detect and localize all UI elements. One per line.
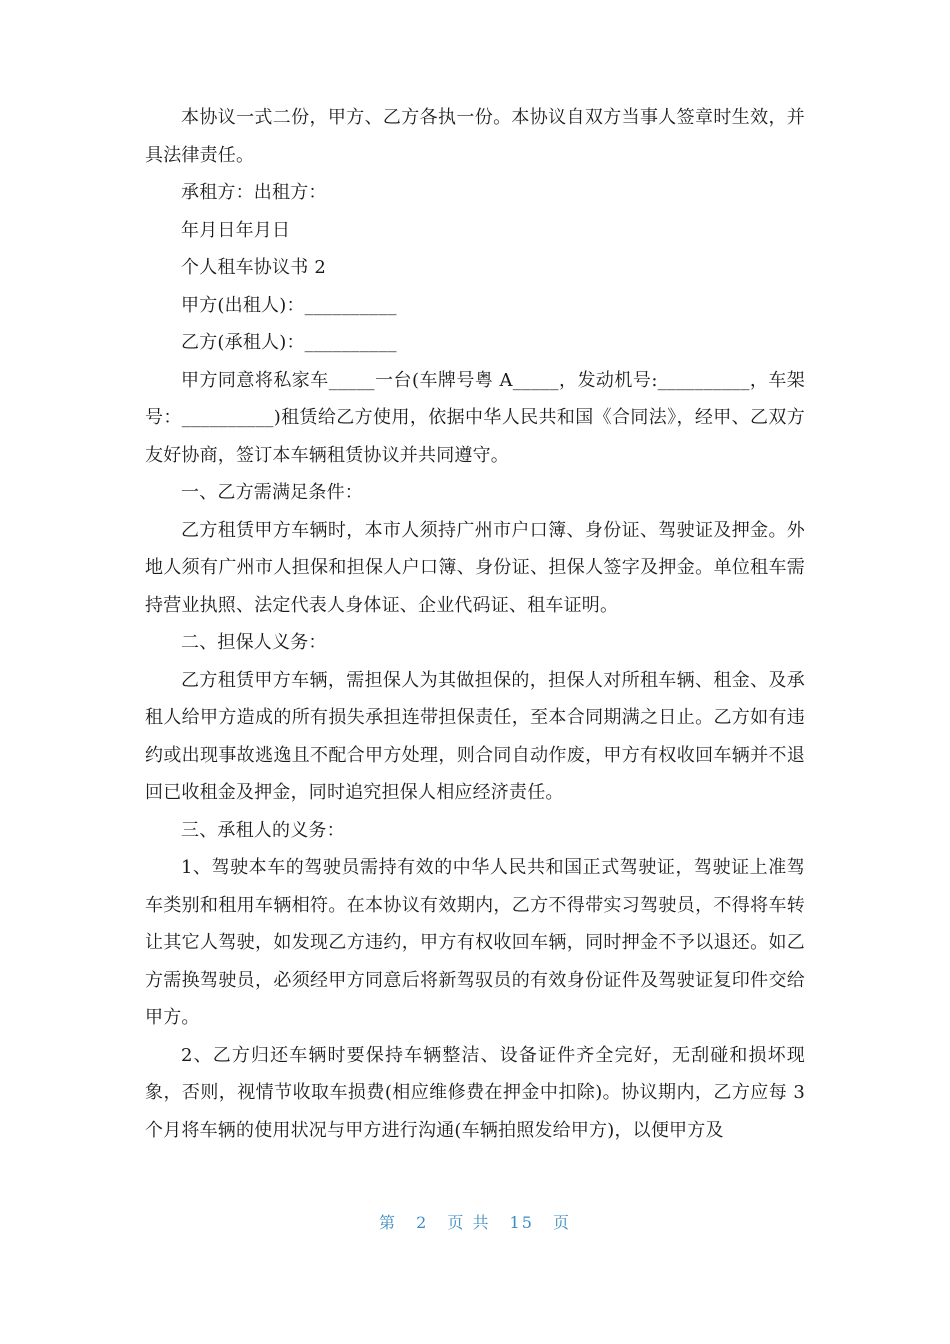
paragraph: 年月日年月日 (181, 219, 291, 241)
paragraph: 乙方(承租人)：__________ (181, 332, 397, 353)
paragraph: 乙方租赁甲方车辆时，本市人须持广州市户口簿、身份证、驾驶证及押金。外地人须有广州市人担保和担保人户口簿、身份证、担保人签字及押金。单位租车需持营业执照、法定代表人身体证、企业代码证、租车证明。 (145, 519, 805, 616)
paragraph: 承租方：出租方： (181, 182, 327, 203)
section-heading: 一、乙方需满足条件： (181, 482, 363, 503)
document-body (145, 99, 811, 1149)
footer-prefix: 第 (378, 1213, 397, 1232)
current-page-number: 2 (416, 1213, 429, 1232)
footer-suffix: 页 (553, 1213, 572, 1232)
paragraph: 甲方同意将私家车_____一台(车牌号粤 A_____，发动机号:__________，车架号：__________)租赁给乙方使用，依据中华人民共和国《合同法》，经甲、乙双方友好协商，签订本车辆租赁协议并共同遵守。 (145, 369, 805, 466)
footer-middle: 页 共 (447, 1213, 491, 1232)
paragraph: 本协议一式二份，甲方、乙方各执一份。本协议自双方当事人签章时生效，并具法律责任。 (145, 107, 805, 166)
paragraph: 2、乙方归还车辆时要保持车辆整洁、设备证件齐全完好，无刮碰和损坏现象，否则，视情节收取车损费(相应维修费在押金中扣除)。协议期内，乙方应每 3 个月将车辆的使用状况与甲方进行沟通(车辆拍照发给甲方)，以便甲方及 (145, 1044, 811, 1141)
section-heading: 三、承租人的义务： (181, 819, 345, 841)
page-footer (0, 1210, 950, 1233)
paragraph: 1、驾驶本车的驾驶员需持有效的中华人民共和国正式驾驶证，驾驶证上准驾车类别和租用车辆相符。在本协议有效期内，乙方不得带实习驾驶员，不得将车转让其它人驾驶，如发现乙方违约，甲方有权收回车辆，同时押金不予以退还。如乙方需换驾驶员，必须经甲方同意后将新驾驭员的有效身份证件及驾驶证复印件交给甲方。 (145, 857, 805, 1028)
section-heading: 二、担保人义务： (181, 632, 327, 653)
paragraph: 乙方租赁甲方车辆，需担保人为其做担保的，担保人对所租车辆、租金、及承租人给甲方造成的所有损失承担连带担保责任，至本合同期满之日止。乙方如有违约或出现事故逃逸且不配合甲方处理，则合同自动作废，甲方有权收回车辆并不退回已收租金及押金，同时追究担保人相应经济责任。 (145, 669, 805, 803)
paragraph: 甲方(出租人)：__________ (181, 294, 397, 316)
section-title: 个人租车协议书 2 (181, 257, 326, 278)
total-page-count: 15 (509, 1213, 534, 1232)
